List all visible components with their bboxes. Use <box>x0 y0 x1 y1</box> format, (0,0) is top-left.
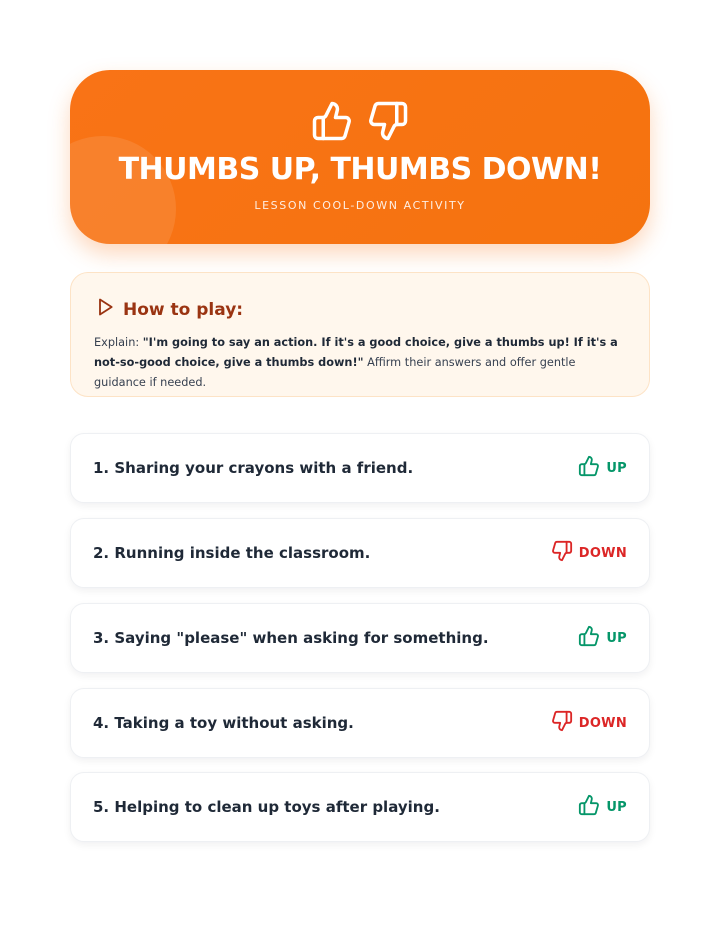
how-to-play-heading <box>95 297 243 322</box>
list-item <box>70 603 650 673</box>
item-label: 2. Running inside the classroom. <box>93 544 371 562</box>
how-to-play-text <box>94 333 624 393</box>
list-item <box>70 518 650 588</box>
answer-text: DOWN <box>578 545 627 561</box>
item-label: 3. Saying "please" when asking for something. <box>93 629 489 647</box>
answer-up <box>578 773 627 841</box>
list-item <box>70 772 650 842</box>
thumbs-down-icon <box>551 540 573 566</box>
answer-down <box>551 689 627 757</box>
thumbs-up-icon <box>311 100 353 146</box>
answer-text: UP <box>606 630 627 646</box>
instruction-quote: "I'm going to say an action. If it's a good choice, give a thumbs up! If it's a not-so-good choice, give a thumbs down!" <box>94 336 618 369</box>
instruction-lead: Explain: <box>94 336 143 349</box>
thumbs-down-icon <box>367 100 409 146</box>
answer-text: UP <box>606 460 627 476</box>
header-banner <box>70 70 650 244</box>
instruction-tail: Affirm their answers and offer gentle guidance if needed. <box>94 356 576 389</box>
thumbs-up-icon <box>578 625 600 651</box>
thumbs-up-icon <box>578 794 600 820</box>
item-label: 4. Taking a toy without asking. <box>93 714 354 732</box>
play-icon <box>95 297 115 322</box>
thumbs-up-icon <box>578 455 600 481</box>
answer-down <box>551 519 627 587</box>
page-subtitle: LESSON COOL-DOWN ACTIVITY <box>254 199 466 212</box>
answer-text: DOWN <box>578 715 627 731</box>
answer-up <box>578 604 627 672</box>
thumbs-down-icon <box>551 710 573 736</box>
item-label: 1. Sharing your crayons with a friend. <box>93 459 414 477</box>
list-item <box>70 433 650 503</box>
answer-text: UP <box>606 799 627 815</box>
how-to-play-box <box>70 272 650 397</box>
item-label: 5. Helping to clean up toys after playing. <box>93 798 440 816</box>
list-item <box>70 688 650 758</box>
header-icons <box>70 100 650 146</box>
answer-up <box>578 434 627 502</box>
how-to-play-title: How to play: <box>123 299 244 320</box>
page-title: THUMBS UP, THUMBS DOWN! <box>118 152 602 187</box>
